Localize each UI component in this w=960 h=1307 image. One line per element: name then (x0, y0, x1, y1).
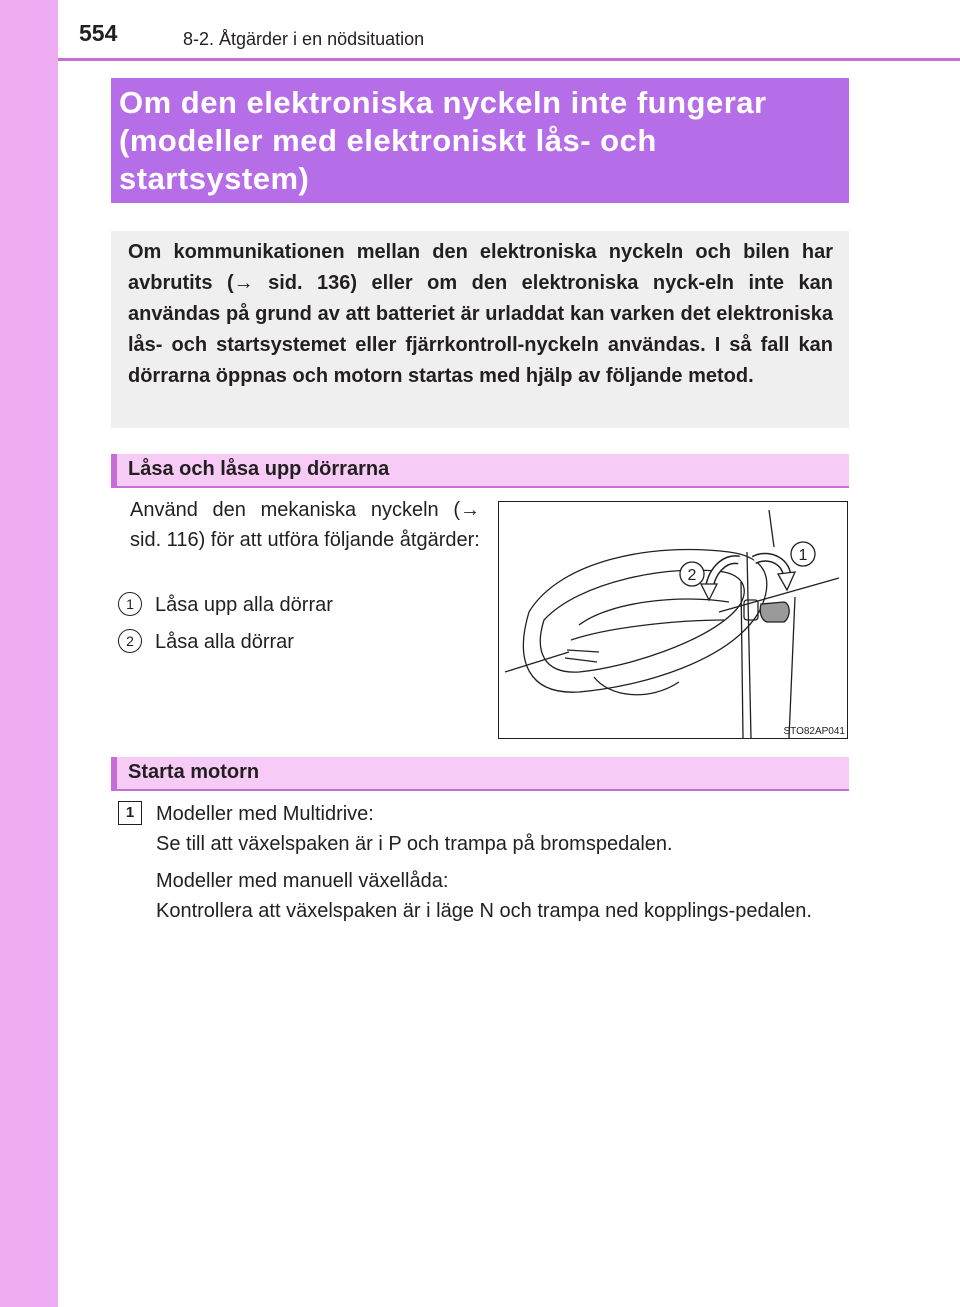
step-label: Låsa alla dörrar (155, 631, 294, 653)
door-handle-illustration (498, 501, 848, 739)
intro-box (111, 231, 849, 428)
step-number-box: 1 (118, 801, 142, 825)
step-number-badge: 2 (118, 629, 142, 653)
intro-text: Om kommunikationen mellan den elektroniska nyckeln och bilen har avbrutits (→ sid. 136) eller om den elektroniska nyck-eln inte kan användas på grund av att batteriet är urladdat kan varken det elektroniska lås- och startsystemet eller fjärrkontroll-nyckeln användas. I så fall kan dörrarna öppnas och motorn startas med hjälp av följande metod. (128, 241, 833, 387)
subheading-lock: Låsa och låsa upp dörrarna (111, 454, 849, 488)
header-rule (58, 58, 960, 61)
section-label: 8-2. Åtgärder i en nödsituation (183, 29, 425, 49)
step-label: Låsa upp alla dörrar (155, 594, 333, 616)
page-number: 554 (79, 20, 118, 46)
manual-text: Kontrollera att växelspaken är i läge N och trampa ned kopplings-pedalen. (156, 900, 812, 922)
door-handle-drawing (499, 502, 847, 738)
multidrive-title: Modeller med Multidrive: (156, 803, 374, 825)
callout-2: 2 (687, 567, 697, 584)
lock-steps (118, 590, 478, 664)
figure-code: STO82AP041 (783, 726, 845, 737)
list-item (118, 627, 478, 664)
page-title (119, 84, 841, 198)
page-sidebar-tab (0, 0, 58, 1307)
manual-instructions (156, 866, 840, 926)
list-item (118, 590, 478, 627)
title-line-1: Om den elektroniska nyckeln inte fungerar (119, 85, 767, 120)
callout-1: 1 (798, 547, 808, 564)
title-line-3: startsystem) (119, 161, 310, 196)
multidrive-text: Se till att växelspaken är i P och trampa på bromspedalen. (156, 833, 673, 855)
title-line-2: (modeller med elektroniskt lås- och (119, 123, 657, 158)
lock-instructions: Använd den mekaniska nyckeln (→ sid. 116) för att utföra följande åtgärder: (130, 499, 480, 551)
page-title-box (111, 78, 849, 203)
multidrive-instructions (156, 799, 840, 859)
manual-title: Modeller med manuell växellåda: (156, 870, 449, 892)
step-number-badge: 1 (118, 592, 142, 616)
subheading-start: Starta motorn (111, 757, 849, 791)
